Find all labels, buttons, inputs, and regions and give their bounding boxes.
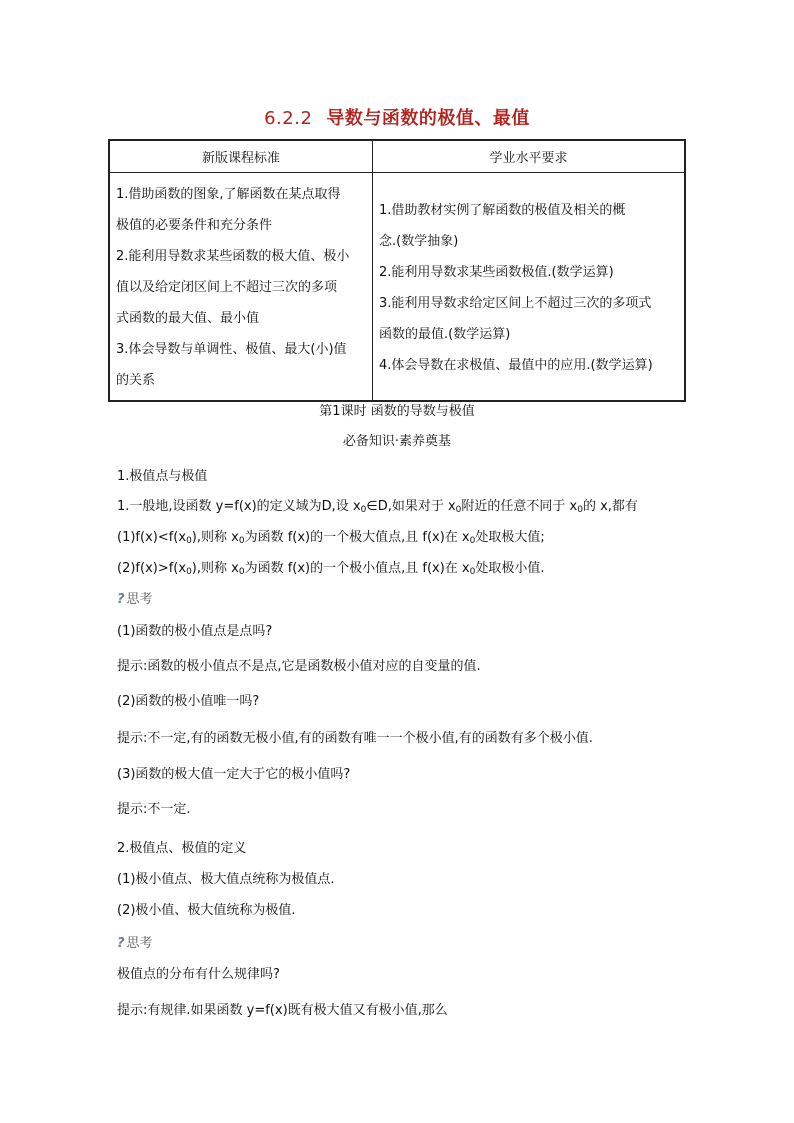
condition-min: [117, 557, 545, 577]
requirement-line: 3.能利用导数求给定区间上不超过三次的多项式: [379, 295, 652, 311]
condition-max: [117, 526, 545, 546]
question: (3)函数的极大值一定大于它的极小值吗?: [117, 767, 351, 782]
table-header-standard: 新版课程标准: [109, 140, 373, 173]
title-text: 导数与函数的极值、最值: [326, 108, 530, 129]
question: (2)函数的极小值唯一吗?: [117, 694, 260, 709]
requirement-line: 念.(数学抽象): [379, 233, 459, 249]
standard-line: 极值的必要条件和充分条件: [116, 218, 273, 233]
question-mark-icon: ?: [117, 936, 125, 951]
definition-line: (2)极小值、极大值统称为极值.: [117, 903, 296, 918]
text-run: ∈D,如果对于 x: [366, 499, 456, 514]
standard-line: 2.能利用导数求某些函数的极大值、极小: [116, 249, 350, 264]
standard-line: 的关系: [116, 373, 156, 388]
think-text: 思考: [126, 936, 153, 951]
title-number: 6.2.2: [264, 108, 313, 129]
subscript: 0: [577, 505, 583, 515]
requirement-line: 2.能利用导数求某些函数极值.(数学运算): [379, 264, 614, 280]
text-run: 附近的任意不同于 x: [461, 499, 578, 514]
standard-line: 3.体会导数与单调性、极值、最大(小)值: [116, 342, 347, 357]
standard-line: 值以及给定闭区间上不超过三次的多项: [116, 280, 338, 295]
subscript: 0: [238, 536, 245, 546]
definition-line: (1)极小值点、极大值点统称为极值点.: [117, 872, 335, 887]
answer: 提示:不一定,有的函数无极小值,有的函数有唯一一个极小值,有的函数有多个极小值.: [117, 731, 593, 746]
table-header-requirement: 学业水平要求: [373, 140, 686, 173]
think-label: [117, 588, 153, 607]
standard-line: 1.借助函数的图象,了解函数在某点取得: [116, 187, 341, 202]
text-run: ),则称 x: [191, 561, 239, 576]
think-label: [117, 932, 153, 951]
text-run: 1.一般地,设函数 y=f(x)的定义域为D,设 x: [117, 499, 361, 514]
text-run: (1)f(x)<f(x: [117, 530, 187, 545]
text-run: 处取极大值;: [475, 530, 545, 545]
section-title: 必备知识·素养奠基: [342, 434, 452, 449]
requirement-line: 1.借助教材实例了解函数的极值及相关的概: [379, 202, 626, 218]
lesson-title: 第1课时 函数的导数与极值: [319, 404, 475, 419]
text-run: 为函数 f(x)的一个极大值点,且 f(x)在 x: [244, 530, 470, 545]
text-run: (2)f(x)>f(x: [117, 561, 187, 576]
answer: 提示:有规律.如果函数 y=f(x)既有极大值又有极小值,那么: [117, 1003, 448, 1018]
curriculum-table: [108, 139, 686, 402]
question-mark-icon: ?: [117, 592, 125, 607]
text-run: 为函数 f(x)的一个极小值点,且 f(x)在 x: [244, 561, 470, 576]
subscript: 0: [469, 567, 476, 577]
text-run: 的 x,都有: [582, 499, 638, 514]
subscript: 0: [360, 505, 367, 515]
think-text: 思考: [126, 592, 153, 607]
question: 极值点的分布有什么规律吗?: [117, 967, 280, 982]
requirement-line: 函数的最值.(数学运算): [379, 326, 511, 342]
text-run: ),则称 x: [191, 530, 239, 545]
subscript: 0: [238, 567, 245, 577]
requirement-line: 4.体会导数在求极值、最值中的应用.(数学运算): [379, 357, 653, 373]
text-run: 处取极小值.: [475, 561, 545, 576]
section-heading: 2.极值点、极值的定义: [117, 841, 247, 856]
section-heading: 1.极值点与极值: [117, 469, 208, 484]
question: (1)函数的极小值点是点吗?: [117, 624, 273, 639]
subscript: 0: [186, 567, 192, 577]
page-title: [0, 104, 794, 130]
subscript: 0: [455, 505, 462, 515]
answer: 提示:函数的极小值点不是点,它是函数极小值对应的自变量的值.: [117, 659, 481, 674]
definition-text: [117, 495, 638, 515]
requirement-cell: [373, 173, 686, 402]
standard-line: 式函数的最大值、最小值: [116, 311, 260, 326]
answer: 提示:不一定.: [117, 802, 191, 817]
subscript: 0: [469, 536, 476, 546]
subscript: 0: [186, 536, 192, 546]
standard-cell: [109, 173, 373, 402]
